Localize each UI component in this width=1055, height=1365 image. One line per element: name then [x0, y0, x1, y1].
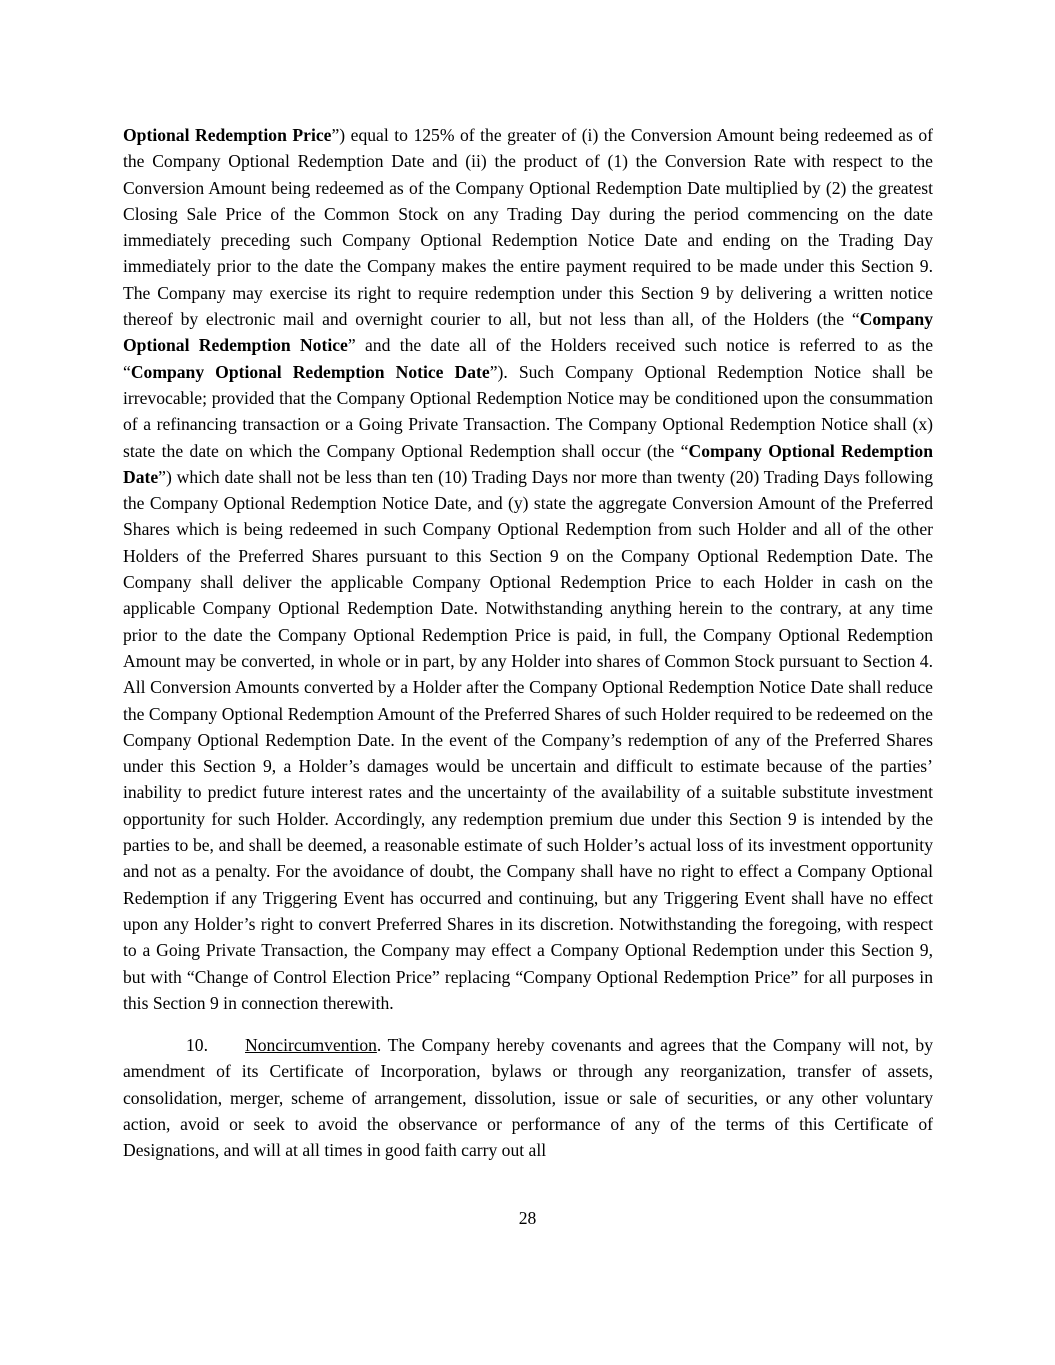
document-body	[123, 122, 933, 1164]
paragraph-section-10-noncircumvention	[123, 1032, 933, 1163]
body-text: ” and the date all of the Holders received such notice is referred to as the “	[123, 335, 934, 382]
section-heading: Noncircumvention	[245, 1035, 377, 1056]
page-number: 28	[518, 1208, 537, 1228]
defined-term: Company Optional Redemption Date	[123, 440, 934, 487]
defined-term: Optional Redemption Price	[123, 125, 332, 145]
body-text: ”) equal to 125% of the greater of (i) the Conversion Amount being redeemed as of the Company Optional Redemption Date and (ii) the product of (1) the Conversion Rate with respect to the Conversion Amount being redeemed as of the Company Optional Redemption Date multiplied by (2) the greatest Closing Sale Price of the Common Stock on any Trading Day during the period commencing on the date immediately preceding such Company Optional Redemption Notice Date and ending on the Trading Day immediately prior to the date the Company makes the entire payment required to be made under this Section 9. The Company may exercise its right to require redemption under this Section 9 by delivering a written notice thereof by electronic mail and overnight courier to all, but not less than all, of the Holders (the “	[123, 125, 933, 330]
paragraph-company-optional-redemption	[123, 122, 933, 1016]
body-text: ”) which date shall not be less than ten (10) Trading Days nor more than twenty (20) Trading Days following the Company Optional Redemption Notice Date, and (y) state the aggregate Conversion Amount of the Preferred Shares which is being redeemed in such Company Optional Redemption from such Holder and all of the other Holders of the Preferred Shares pursuant to this Section 9 on the Company Optional Redemption Date. The Company shall deliver the applicable Company Optional Redemption Price to each Holder in cash on the applicable Company Optional Redemption Date. Notwithstanding anything herein to the contrary, at any time prior to the date the Company Optional Redemption Price is paid, in full, the Company Optional Redemption Amount may be converted, in whole or in part, by any Holder into shares of Common Stock pursuant to Section 4. All Conversion Amounts converted by a Holder after the Company Optional Redemption Notice Date shall reduce the Company Optional Redemption Amount of the Preferred Shares of such Holder required to be redeemed on the Company Optional Redemption Date. In the event of the Company’s redemption of any of the Preferred Shares under this Section 9, a Holder’s damages would be uncertain and difficult to estimate because of the parties’ inability to predict future interest rates and the uncertainty of the availability of a suitable substitute investment opportunity for such Holder. Accordingly, any redemption premium due under this Section 9 is intended by the parties to be, and shall be deemed, a reasonable estimate of such Holder’s actual loss of its investment opportunity and not as a penalty. For the avoidance of doubt, the Company shall have no right to effect a Company Optional Redemption if any Triggering Event has occurred and continuing, but any Triggering Event shall have no effect upon any Holder’s right to convert Preferred Shares in its discretion. Notwithstanding the foregoing, with respect to a Going Private Transaction, the Company may effect a Company Optional Redemption under this Section 9, but with “Change of Control Election Price” replacing “Company Optional Redemption Price” for all purposes in this Section 9 in connection therewith.	[123, 466, 933, 1013]
defined-term: Company Optional Redemption Notice Date	[130, 361, 490, 382]
defined-term: Company Optional Redemption Notice	[123, 309, 933, 356]
body-text: . The Company hereby covenants and agrees that the Company will not, by amendment of its Certificate of Incorporation, bylaws or through any reorganization, transfer of assets, consolidation, merger, scheme of arrangement, dissolution, issue or sale of securities, or any other voluntary action, avoid or seek to avoid the observance or performance of any of the terms of this Certificate of Designations, and will at all times in good faith carry out all	[123, 1035, 933, 1161]
body-text: ”). Such Company Optional Redemption Notice shall be irrevocable; provided that the Company Optional Redemption Notice may be conditioned upon the consummation of a refinancing transaction or a Going Private Transaction. The Company Optional Redemption Notice shall (x) state the date on which the Company Optional Redemption shall occur (the “	[123, 361, 933, 461]
body-text: 10.	[186, 1035, 208, 1056]
